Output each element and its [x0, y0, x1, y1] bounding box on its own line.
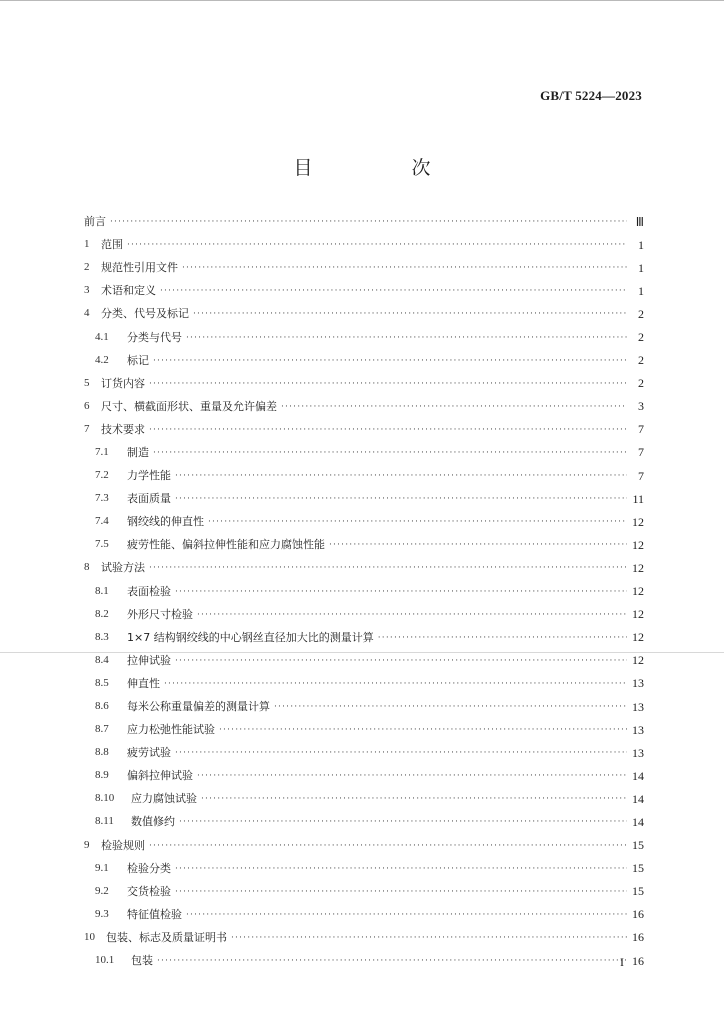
page-title: 目 次	[293, 157, 471, 179]
toc-entry-page: 13	[632, 745, 644, 760]
toc-entry-page: 13	[632, 722, 644, 737]
toc-dot-leader	[110, 218, 627, 227]
toc-entry-label: 每米公称重量偏差的测量计算	[127, 700, 270, 714]
toc-entry-page: 2	[638, 306, 644, 321]
toc-dot-leader	[179, 818, 627, 827]
toc-entry[interactable]	[84, 741, 644, 764]
toc-dot-leader	[197, 772, 627, 781]
toc-entry-label: 尺寸、横截面形状、重量及允许偏差	[101, 399, 277, 413]
toc-entry-number: 8.8	[95, 746, 109, 759]
toc-entry-number: 8.2	[95, 607, 109, 620]
toc-dot-leader	[175, 865, 627, 874]
toc-entry-page: 16	[632, 907, 644, 922]
toc-entry-number: 8.9	[95, 769, 109, 782]
toc-entry-number: 10.1	[95, 954, 115, 967]
toc-dot-leader	[164, 680, 627, 689]
toc-dot-leader	[157, 957, 627, 966]
toc-entry-page: 2	[638, 330, 644, 345]
toc-dot-leader	[197, 611, 627, 620]
toc-entry-number: 9.2	[95, 884, 109, 897]
toc-entry[interactable]	[84, 349, 644, 372]
toc-entry[interactable]	[84, 949, 644, 972]
toc-entry-page: 2	[638, 376, 644, 391]
toc-entry[interactable]	[84, 649, 644, 672]
toc-entry[interactable]	[84, 926, 644, 949]
toc-entry-label: 标记	[127, 353, 149, 367]
toc-dot-leader	[208, 518, 627, 527]
toc-entry-number: 8.1	[95, 584, 109, 597]
toc-entry-page: 12	[632, 560, 644, 575]
toc-entry-number: 9.3	[95, 907, 109, 920]
toc-entry-label: 1×7 结构钢绞线的中心钢丝直径加大比的测量计算	[127, 630, 374, 644]
toc-entry[interactable]	[84, 418, 644, 441]
toc-entry-page: 3	[638, 399, 644, 414]
toc-entry[interactable]	[84, 880, 644, 903]
toc-dot-leader	[149, 842, 627, 851]
toc-dot-leader	[149, 380, 627, 389]
toc-entry-page: 12	[632, 630, 644, 645]
toc-entry-label: 拉伸试验	[127, 653, 171, 667]
toc-entry-label: 伸直性	[127, 676, 160, 690]
toc-entry-number: 5	[84, 376, 90, 389]
toc-entry-label: 术语和定义	[101, 284, 156, 298]
table-of-contents	[84, 210, 644, 972]
toc-entry[interactable]	[84, 464, 644, 487]
toc-entry-label: 钢绞线的伸直性	[127, 515, 204, 529]
toc-entry[interactable]	[84, 695, 644, 718]
toc-dot-leader	[175, 749, 627, 758]
toc-entry[interactable]	[84, 395, 644, 418]
toc-entry-number: 3	[84, 284, 90, 297]
toc-entry-label: 数值修约	[131, 815, 175, 829]
toc-entry-page: 15	[632, 838, 644, 853]
toc-entry-label: 交货检验	[127, 884, 171, 898]
toc-entry-number: 1	[84, 238, 90, 251]
toc-entry-number: 8.3	[95, 630, 109, 643]
toc-entry[interactable]	[84, 302, 644, 325]
toc-entry-number: 8	[84, 561, 90, 574]
toc-dot-leader	[281, 403, 627, 412]
toc-entry[interactable]	[84, 603, 644, 626]
toc-entry-page: 7	[638, 468, 644, 483]
toc-entry-label: 疲劳试验	[127, 746, 171, 760]
toc-entry[interactable]	[84, 256, 644, 279]
toc-entry[interactable]	[84, 533, 644, 556]
toc-entry-number: 7	[84, 422, 90, 435]
toc-entry[interactable]	[84, 441, 644, 464]
toc-entry-number: 8.10	[95, 792, 115, 805]
toc-entry-label: 检验分类	[127, 861, 171, 875]
toc-entry-page: 1	[638, 237, 644, 252]
toc-entry-label: 订货内容	[101, 376, 145, 390]
toc-dot-leader	[127, 241, 627, 250]
toc-entry-label: 包装	[131, 954, 153, 968]
toc-entry-label: 偏斜拉伸试验	[127, 769, 193, 783]
toc-entry[interactable]	[84, 787, 644, 810]
toc-dot-leader	[175, 888, 627, 897]
toc-entry-label: 应力腐蚀试验	[131, 792, 197, 806]
toc-dot-leader	[182, 264, 627, 273]
toc-dot-leader	[175, 472, 627, 481]
toc-entry-label: 检验规则	[101, 838, 145, 852]
toc-dot-leader	[175, 657, 627, 666]
toc-entry-page: 13	[632, 676, 644, 691]
toc-entry-label: 分类与代号	[127, 330, 182, 344]
toc-entry[interactable]	[84, 626, 644, 649]
toc-entry-label: 技术要求	[101, 422, 145, 436]
toc-entry[interactable]	[84, 279, 644, 302]
toc-entry-number: 7.5	[95, 538, 109, 551]
toc-entry-label: 范围	[101, 238, 123, 252]
toc-entry-label: 前言	[84, 215, 106, 229]
toc-entry-page: 12	[632, 537, 644, 552]
toc-entry-number: 2	[84, 261, 90, 274]
toc-entry[interactable]	[84, 556, 644, 579]
toc-entry-page: 1	[638, 260, 644, 275]
toc-entry-number: 9	[84, 838, 90, 851]
toc-dot-leader	[153, 449, 627, 458]
toc-entry[interactable]	[84, 210, 644, 233]
toc-entry[interactable]	[84, 764, 644, 787]
toc-entry-label: 应力松弛性能试验	[127, 723, 215, 737]
toc-entry-page: 7	[638, 422, 644, 437]
toc-dot-leader	[219, 726, 627, 735]
toc-dot-leader	[231, 934, 627, 943]
toc-entry[interactable]	[84, 810, 644, 833]
toc-entry-number: 8.5	[95, 676, 109, 689]
toc-entry-page: 12	[632, 584, 644, 599]
toc-entry[interactable]	[84, 487, 644, 510]
toc-entry-label: 制造	[127, 445, 149, 459]
toc-entry-page: 12	[632, 607, 644, 622]
toc-dot-leader	[201, 795, 627, 804]
toc-entry-label: 疲劳性能、偏斜拉伸性能和应力腐蚀性能	[127, 538, 325, 552]
toc-entry-page: 16	[632, 930, 644, 945]
toc-entry-page: Ⅲ	[635, 214, 644, 229]
toc-dot-leader	[175, 588, 627, 597]
toc-dot-leader	[378, 634, 627, 643]
toc-entry-page: 15	[632, 884, 644, 899]
toc-entry-number: 7.4	[95, 515, 109, 528]
toc-entry-label: 试验方法	[101, 561, 145, 575]
toc-entry-page: 15	[632, 861, 644, 876]
toc-dot-leader	[160, 287, 627, 296]
toc-entry[interactable]	[84, 510, 644, 533]
toc-entry[interactable]	[84, 718, 644, 741]
toc-entry-page: 12	[632, 653, 644, 668]
toc-entry-page: 11	[632, 491, 644, 506]
toc-entry-number: 8.11	[95, 815, 114, 828]
toc-entry-label: 分类、代号及标记	[101, 307, 189, 321]
toc-entry-label: 包装、标志及质量证明书	[106, 930, 227, 944]
toc-dot-leader	[274, 703, 627, 712]
scan-edge-top	[0, 0, 724, 1]
toc-dot-leader	[193, 310, 627, 319]
toc-entry-page: 2	[638, 353, 644, 368]
toc-entry-label: 表面检验	[127, 584, 171, 598]
document-code: GB/T 5224—2023	[540, 88, 642, 103]
toc-entry[interactable]	[84, 580, 644, 603]
toc-entry-label: 表面质量	[127, 492, 171, 506]
toc-entry[interactable]	[84, 834, 644, 857]
toc-entry-number: 4.2	[95, 353, 109, 366]
toc-dot-leader	[186, 911, 627, 920]
toc-entry-page: 16	[632, 953, 644, 968]
toc-dot-leader	[329, 541, 627, 550]
toc-entry-number: 4	[84, 307, 90, 320]
toc-dot-leader	[149, 564, 627, 573]
toc-entry-number: 7.1	[95, 445, 109, 458]
toc-entry-number: 8.7	[95, 723, 109, 736]
toc-entry[interactable]	[84, 903, 644, 926]
toc-entry-number: 7.3	[95, 492, 109, 505]
toc-dot-leader	[149, 426, 627, 435]
toc-entry-number: 9.1	[95, 861, 109, 874]
toc-entry-label: 外形尺寸检验	[127, 607, 193, 621]
toc-entry-page: 12	[632, 514, 644, 529]
toc-entry-page: 1	[638, 283, 644, 298]
toc-entry-page: 14	[632, 791, 644, 806]
toc-entry[interactable]	[84, 325, 644, 348]
toc-entry-label: 规范性引用文件	[101, 261, 178, 275]
toc-entry[interactable]	[84, 372, 644, 395]
toc-entry-label: 特征值检验	[127, 907, 182, 921]
toc-dot-leader	[186, 334, 627, 343]
toc-entry-number: 6	[84, 399, 90, 412]
toc-entry[interactable]	[84, 857, 644, 880]
toc-entry-page: 14	[632, 768, 644, 783]
toc-entry-page: 7	[638, 445, 644, 460]
toc-dot-leader	[175, 495, 627, 504]
toc-entry-number: 4.1	[95, 330, 109, 343]
toc-entry-page: 14	[632, 814, 644, 829]
toc-entry-page: 13	[632, 699, 644, 714]
toc-entry-label: 力学性能	[127, 469, 171, 483]
toc-entry-number: 8.4	[95, 653, 109, 666]
toc-entry-number: 8.6	[95, 700, 109, 713]
page-number: I	[620, 955, 624, 969]
toc-entry[interactable]	[84, 672, 644, 695]
toc-dot-leader	[153, 357, 627, 366]
toc-entry[interactable]	[84, 233, 644, 256]
toc-entry-number: 7.2	[95, 469, 109, 482]
toc-entry-number: 10	[84, 930, 95, 943]
